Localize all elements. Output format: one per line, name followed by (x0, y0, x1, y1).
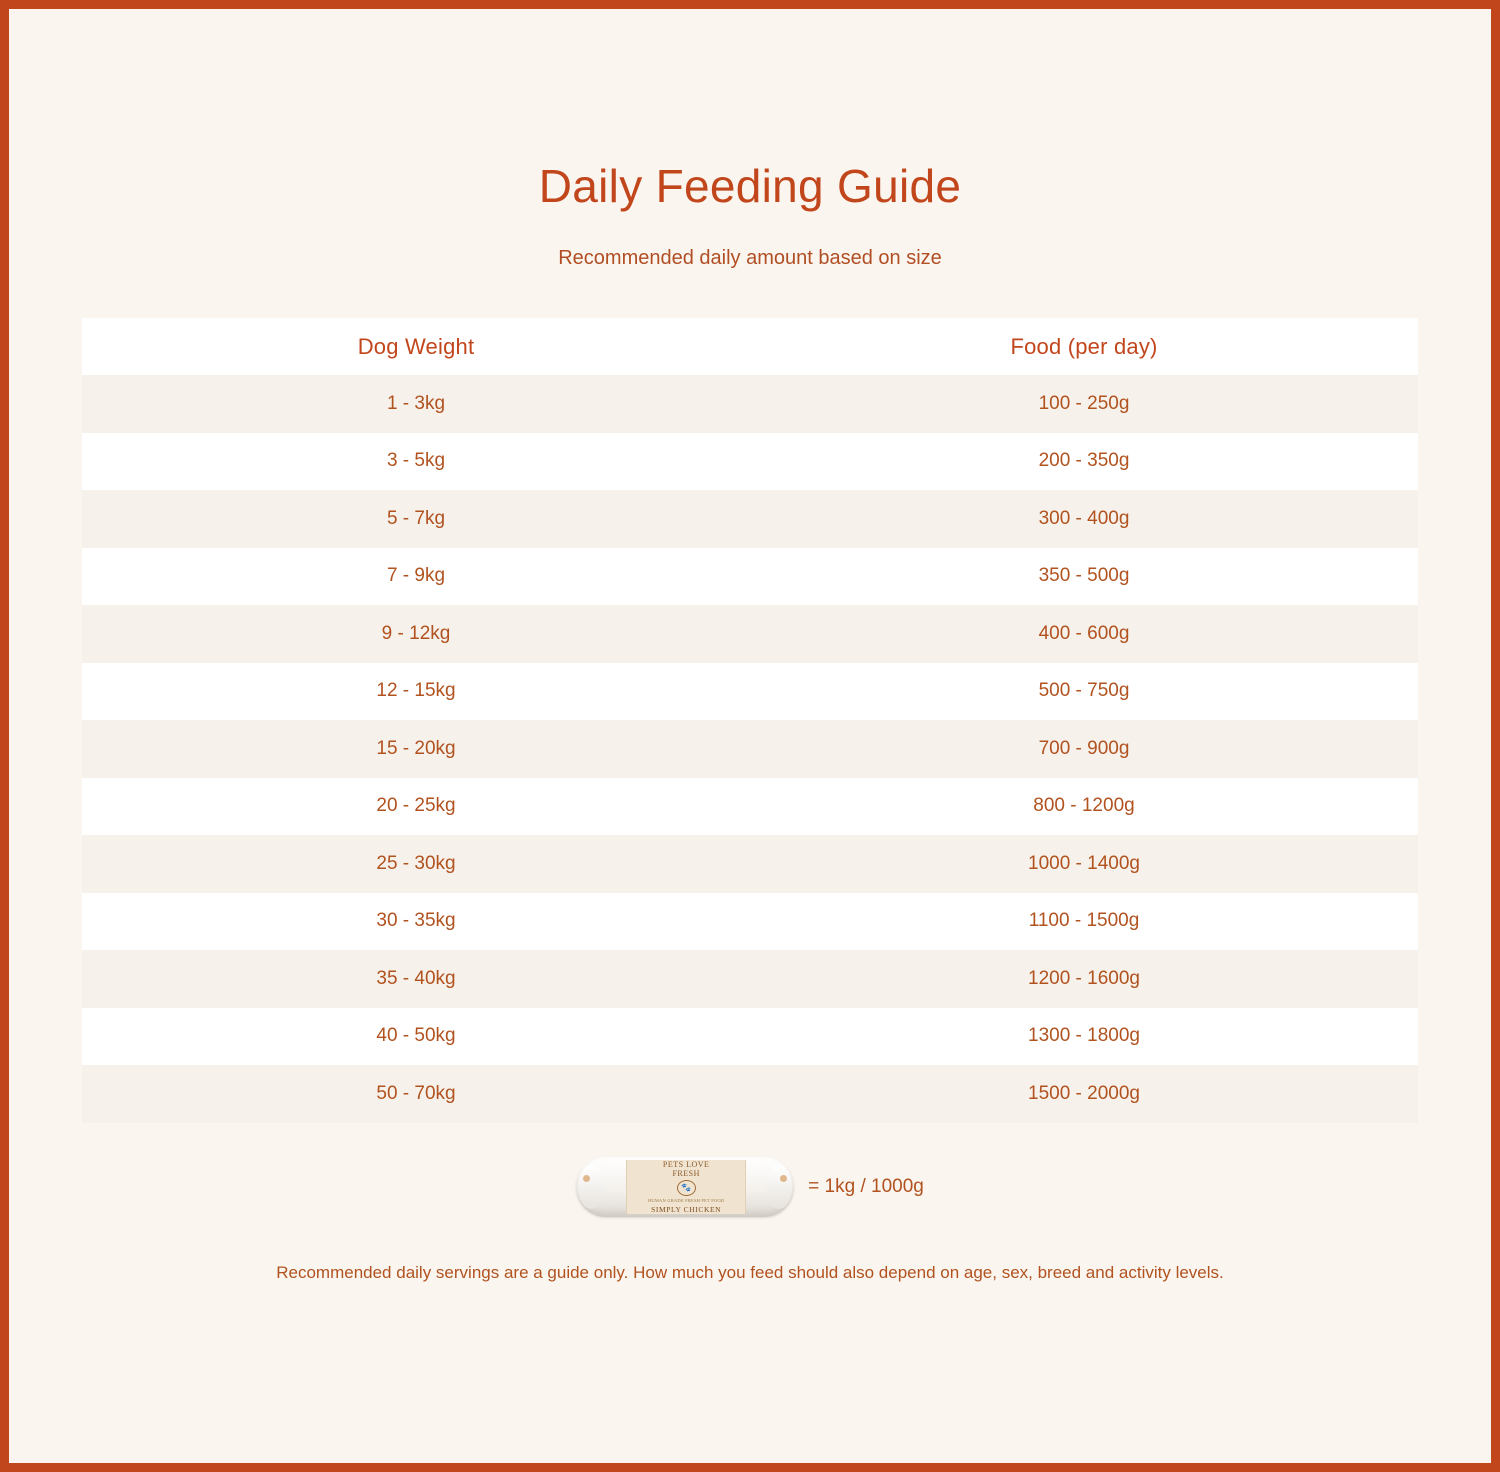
cell-dog-weight: 40 - 50kg (82, 1008, 750, 1066)
table-row (82, 778, 1418, 836)
cell-dog-weight: 7 - 9kg (82, 548, 750, 606)
cell-dog-weight: 3 - 5kg (82, 433, 750, 491)
product-roll-image (576, 1151, 794, 1223)
cell-dog-weight: 20 - 25kg (82, 778, 750, 836)
cell-food-amount: 100 - 250g (750, 375, 1418, 433)
cell-dog-weight: 25 - 30kg (82, 835, 750, 893)
cell-food-amount: 700 - 900g (750, 720, 1418, 778)
page-title: Daily Feeding Guide (538, 160, 962, 212)
footnote: Recommended daily servings are a guide only. How much you feed should also depend on age, sex, breed and activity levels. (276, 1262, 1224, 1282)
paw-dot-icon (780, 1175, 787, 1182)
cell-food-amount: 350 - 500g (750, 548, 1418, 606)
cell-dog-weight: 9 - 12kg (82, 605, 750, 663)
cell-food-amount: 1100 - 1500g (750, 893, 1418, 951)
cell-food-amount: 1300 - 1800g (750, 1008, 1418, 1066)
cell-food-amount: 800 - 1200g (750, 778, 1418, 836)
cell-food-amount: 1500 - 2000g (750, 1065, 1418, 1123)
cell-dog-weight: 12 - 15kg (82, 663, 750, 721)
cell-food-amount: 500 - 750g (750, 663, 1418, 721)
table-body (82, 375, 1418, 1123)
cell-food-amount: 1000 - 1400g (750, 835, 1418, 893)
feeding-table (82, 318, 1418, 1123)
table-row (82, 433, 1418, 491)
table-row (82, 663, 1418, 721)
table-row (82, 605, 1418, 663)
brand-line-2: FRESH (672, 1168, 700, 1178)
column-header-food-per-day: Food (per day) (750, 318, 1418, 375)
roll-cap-right (766, 1165, 792, 1209)
table-row (82, 1065, 1418, 1123)
cell-dog-weight: 35 - 40kg (82, 950, 750, 1008)
paw-dot-icon (583, 1175, 590, 1182)
table-header-row (82, 318, 1418, 375)
table-row (82, 720, 1418, 778)
legend-equals-text: = 1kg / 1000g (808, 1175, 924, 1197)
paw-logo-icon: 🐾 (677, 1180, 696, 1196)
cell-food-amount: 300 - 400g (750, 490, 1418, 548)
cell-food-amount: 400 - 600g (750, 605, 1418, 663)
cell-dog-weight: 1 - 3kg (82, 375, 750, 433)
table-row (82, 835, 1418, 893)
cell-dog-weight: 30 - 35kg (82, 893, 750, 951)
cell-dog-weight: 15 - 20kg (82, 720, 750, 778)
cell-dog-weight: 50 - 70kg (82, 1065, 750, 1123)
legend (576, 1151, 924, 1223)
roll-cap-left (578, 1165, 604, 1209)
content-container (9, 9, 1491, 1463)
cell-food-amount: 200 - 350g (750, 433, 1418, 491)
table-header (82, 318, 1418, 375)
table-row (82, 548, 1418, 606)
column-header-dog-weight: Dog Weight (82, 318, 750, 375)
brand-line-1: PETS LOVE (662, 1159, 710, 1169)
table-row (82, 375, 1418, 433)
table-row (82, 490, 1418, 548)
cell-dog-weight: 5 - 7kg (82, 490, 750, 548)
product-descriptor: HUMAN GRADE FRESH PET FOOD (647, 1197, 725, 1203)
table-row (82, 950, 1418, 1008)
page-subtitle: Recommended daily amount based on size (558, 247, 942, 269)
cell-food-amount: 1200 - 1600g (750, 950, 1418, 1008)
table-row (82, 893, 1418, 951)
product-label (626, 1160, 746, 1214)
table-row (82, 1008, 1418, 1066)
product-variant: SIMPLY CHICKEN (651, 1204, 722, 1214)
